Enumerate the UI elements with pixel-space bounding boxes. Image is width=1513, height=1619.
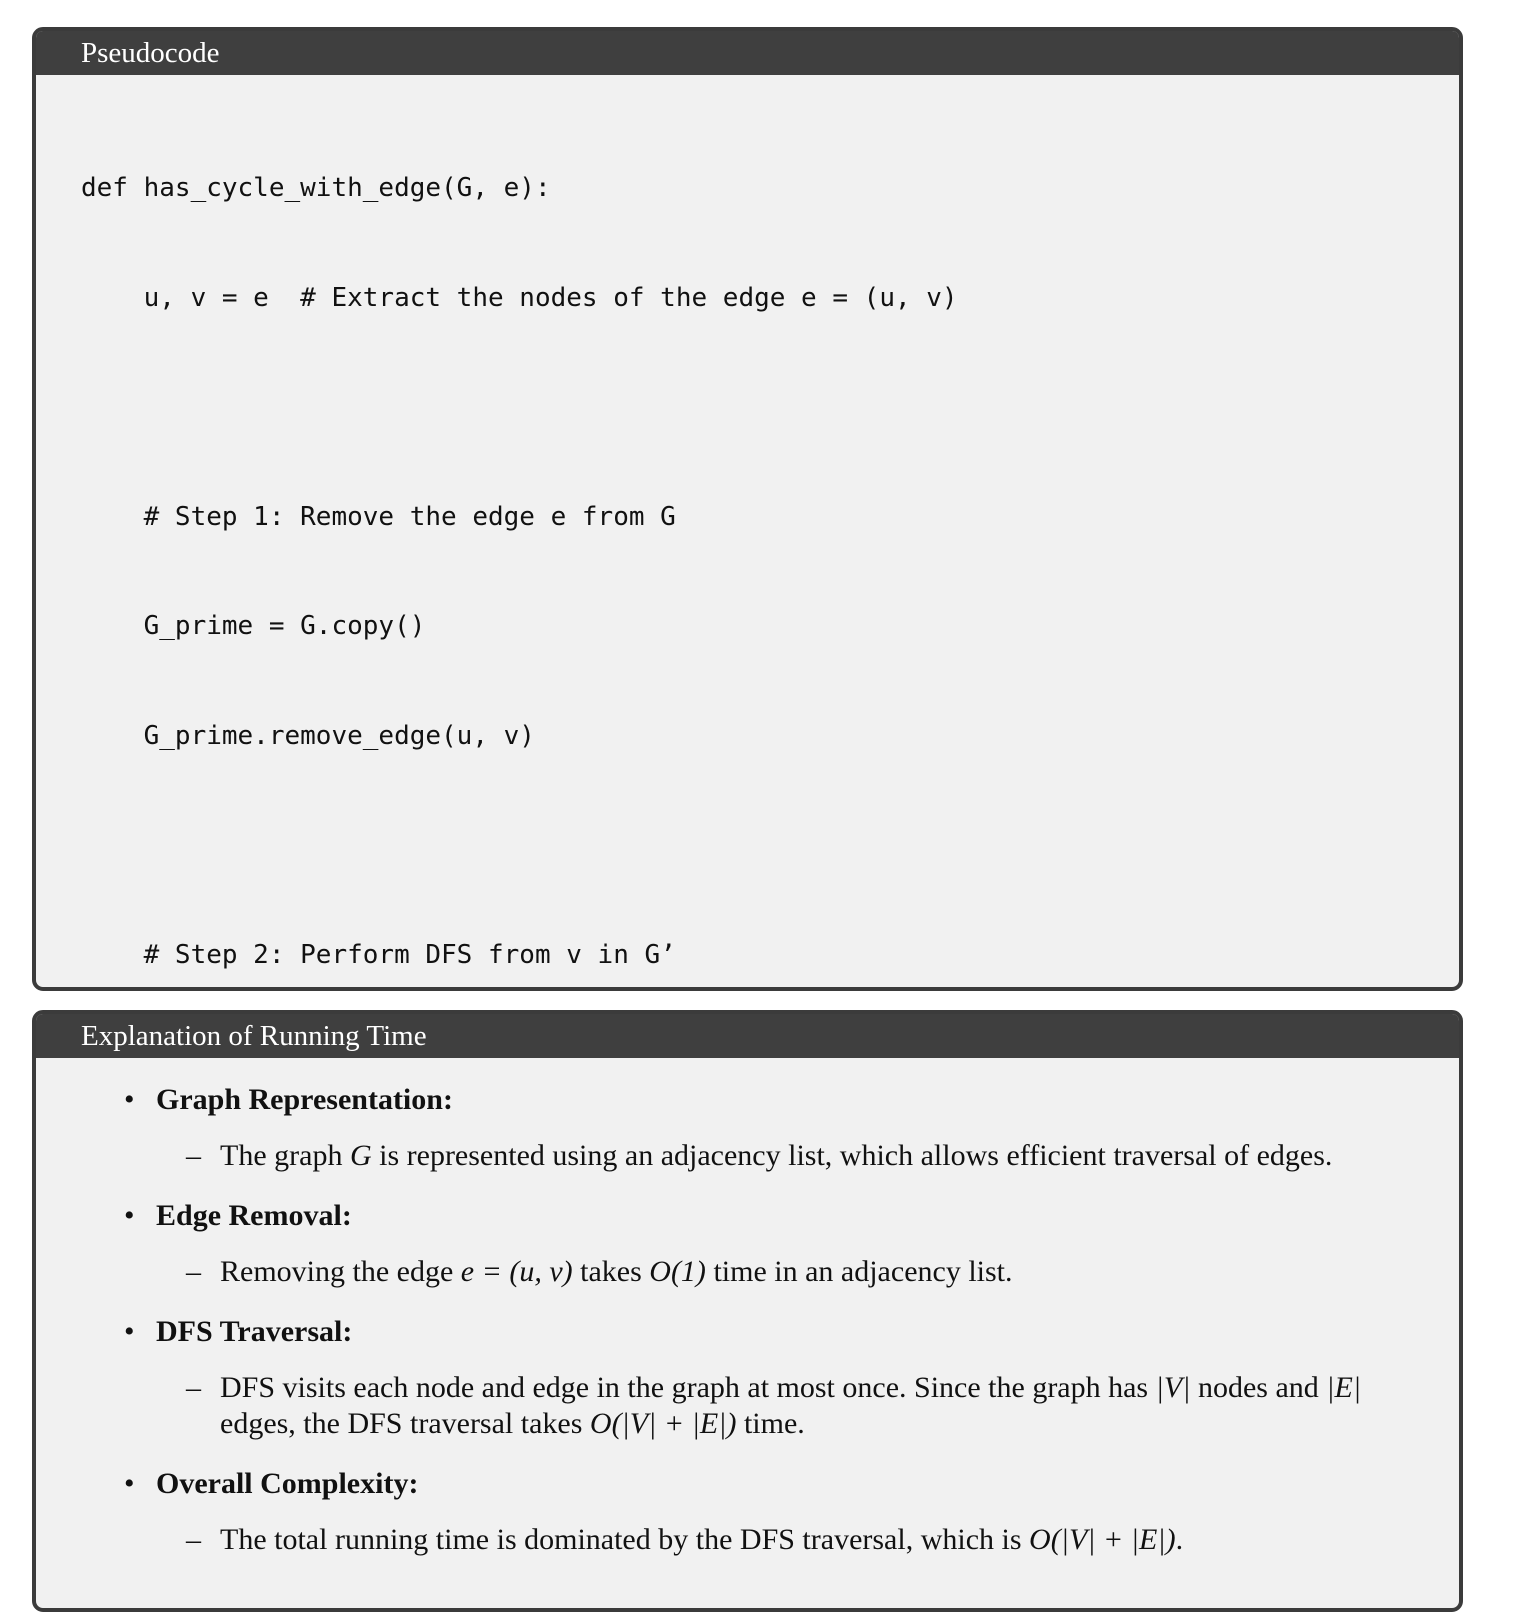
code-line: # Step 1: Remove the edge e from G <box>81 501 676 532</box>
code-line: def has_cycle_with_edge(G, e): <box>81 173 551 203</box>
section-heading: DFS Traversal: <box>156 1315 353 1348</box>
math-expression: |V| <box>1155 1371 1191 1404</box>
section-graph-representation <box>36 1078 1419 1174</box>
dash-icon: – <box>186 1523 201 1556</box>
pseudocode-title: Pseudocode <box>36 31 1459 75</box>
code-line: # Step 2: Perform DFS from v in G’ <box>81 939 676 970</box>
dash-icon: – <box>186 1371 201 1404</box>
explanation-title: Explanation of Running Time <box>36 1014 1459 1058</box>
math-expression: O(|V| + |E|) <box>589 1407 737 1440</box>
section-text: – Removing the edge e = (u, v) takes O(1) time in an adjacency list. <box>186 1255 1013 1288</box>
code-line <box>81 389 1459 426</box>
section-heading: Edge Removal: <box>156 1199 352 1232</box>
math-expression: G <box>349 1139 372 1172</box>
math-expression: O(|V| + |E|) <box>1029 1523 1176 1556</box>
bullet-icon: • <box>124 1315 135 1348</box>
section-text: – The total running time is dominated by the DFS traversal, which is O(|V| + |E|). <box>186 1523 1184 1556</box>
pseudocode-block <box>36 75 1459 991</box>
dash-icon: – <box>186 1139 201 1172</box>
code-line: u, v = e # Extract the nodes of the edge e = (u, v) <box>81 282 958 313</box>
section-text: – The graph G is represented using an adjacency list, which allows efficient traversal of edges. <box>186 1139 1333 1172</box>
section-text: – DFS visits each node and edge in the graph at most once. Since the graph has |V| nodes and |E| edges, the DFS traversal takes O(|V| + |E|) time. <box>186 1371 1362 1440</box>
code-line: G_prime = G.copy() <box>81 611 426 641</box>
section-overall-complexity <box>36 1462 1419 1558</box>
bullet-icon: • <box>124 1467 135 1500</box>
explanation-box <box>32 1010 1463 1612</box>
section-heading: Graph Representation: <box>156 1083 453 1116</box>
math-expression: |E| <box>1326 1371 1362 1404</box>
explanation-body <box>36 1058 1459 1558</box>
code-line: G_prime.remove_edge(u, v) <box>81 720 535 751</box>
dash-icon: – <box>186 1255 201 1288</box>
bullet-icon: • <box>124 1083 135 1116</box>
math-expression: O(1) <box>649 1255 706 1288</box>
bullet-icon: • <box>124 1199 135 1232</box>
section-edge-removal <box>36 1194 1419 1290</box>
pseudocode-box <box>32 27 1463 991</box>
code-line <box>81 827 1459 864</box>
math-expression: e = (u, v) <box>460 1255 573 1288</box>
section-dfs-traversal <box>36 1310 1419 1442</box>
section-heading: Overall Complexity: <box>156 1467 419 1500</box>
